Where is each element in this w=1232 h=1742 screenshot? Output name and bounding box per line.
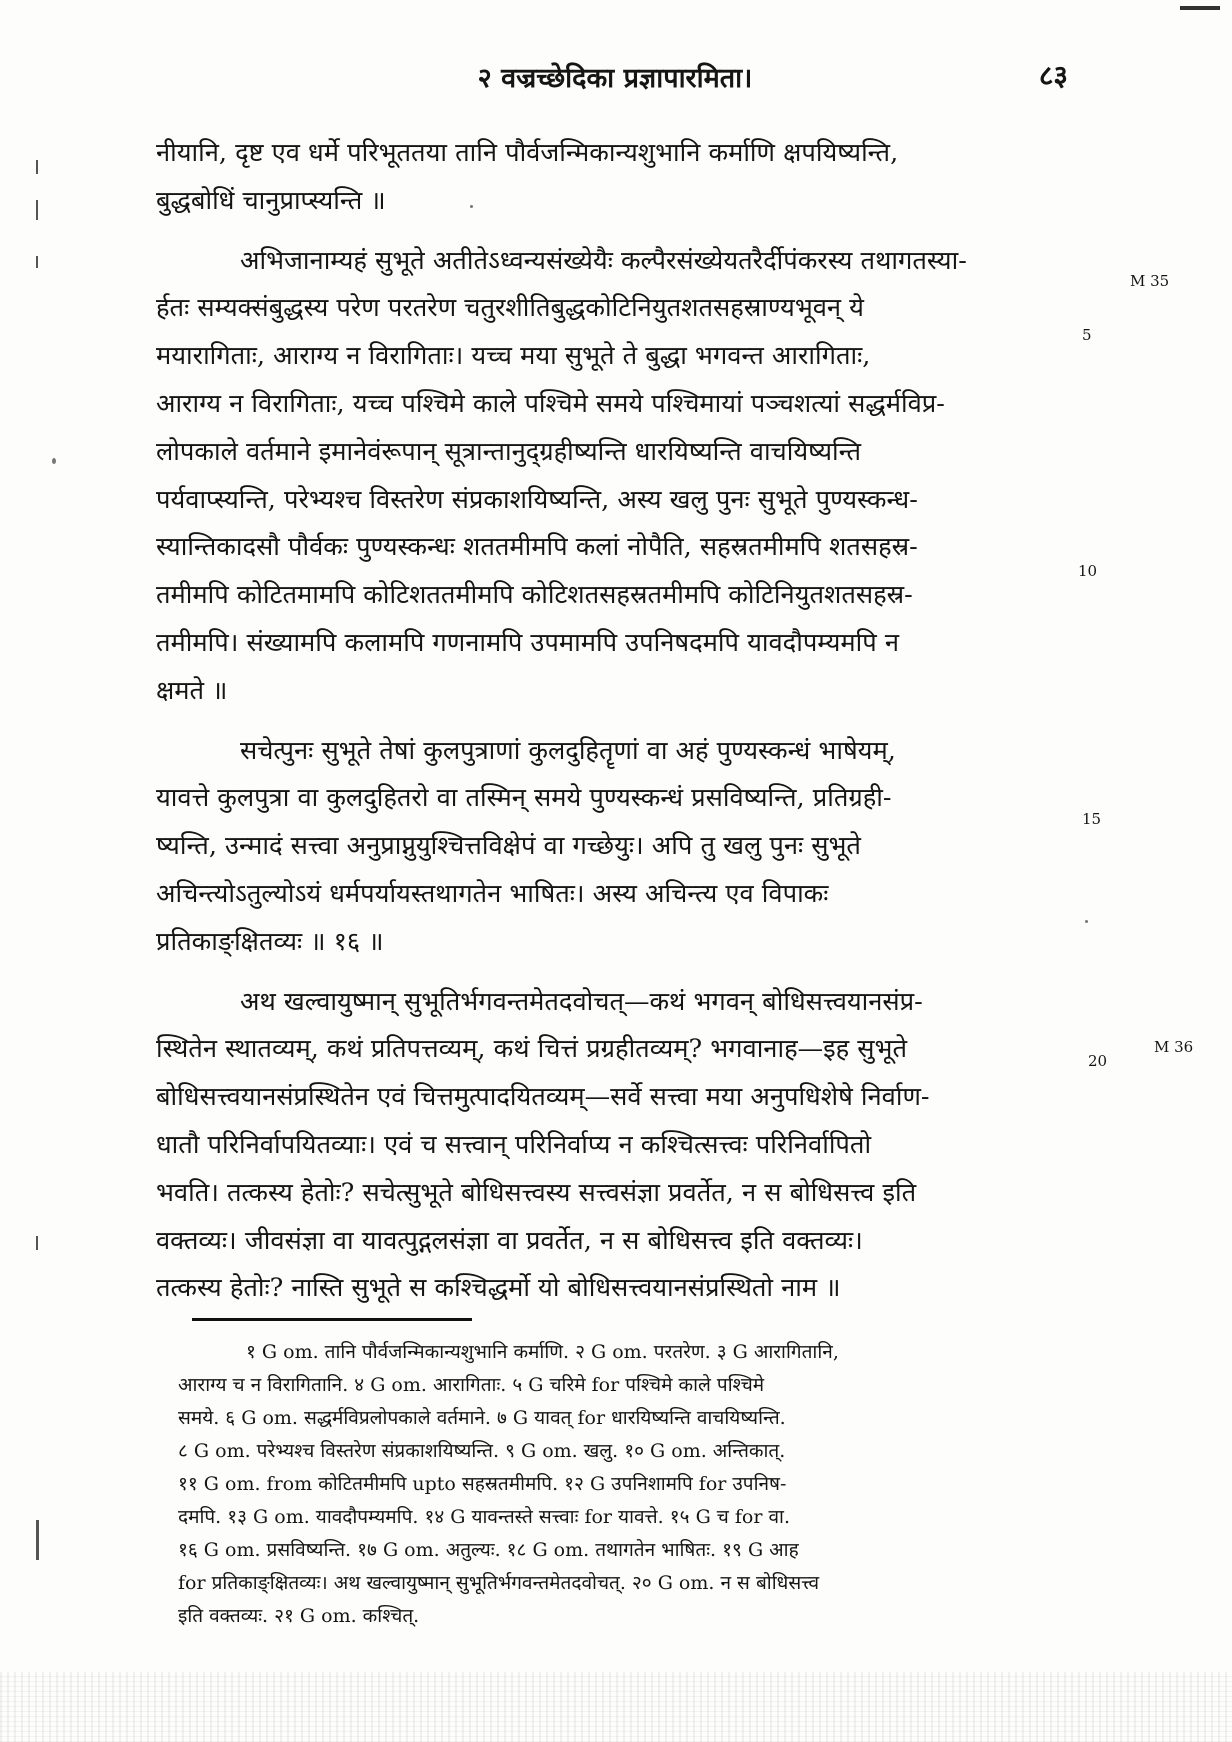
text-line: क्षमते ॥ <box>156 675 228 706</box>
scan-mark <box>36 1236 38 1250</box>
text-line: नीयानि, दृष्ट एव धर्मे परिभूततया तानि पौर्वजन्मिकान्यशुभानि कर्माणि क्षपयिष्यन्ति, <box>156 138 899 168</box>
text-line: र्हतः सम्यक्संबुद्धस्य परेण परतरेण चतुरशीतिबुद्धकोटिनियुतशतसहस्राण्यभूवन् ये <box>156 293 864 324</box>
page-header <box>150 52 1080 102</box>
margin-note: M 35 <box>1130 272 1170 290</box>
page-number: ८३ <box>1038 59 1068 92</box>
footnote-line: १ G om. तानि पौर्वजन्मिकान्यशुभानि कर्माणि. २ G om. परतरेण. ३ G आरागितानि, <box>246 1341 839 1363</box>
text-line: वक्तव्यः। जीवसंज्ञा वा यावत्पुद्गलसंज्ञा वा प्रवर्तेत, न स बोधिसत्त्व इति वक्तव्यः। <box>156 1225 863 1256</box>
text-line: अथ खल्वायुष्मान् सुभूतिर्भगवन्तमेतदवोचत्—कथं भगवन् बोधिसत्त्वयानसंप्र- <box>240 986 923 1017</box>
text-line: अचिन्त्योऽतुल्योऽयं धर्मपर्यायस्तथागतेन भाषितः। अस्य अचिन्त्य एव विपाकः <box>156 878 829 909</box>
text-line: आराग्य न विरागिताः, यच्च पश्चिमे काले पश्चिमे समये पश्चिमायां पञ्चशत्यां सद्धर्मविप्र- <box>156 388 945 419</box>
scan-mark <box>36 160 38 174</box>
footnote-line: समये. ६ G om. सद्धर्मविप्रलोपकाले वर्तमाने. ७ G यावत् for धारयिष्यन्ति वाचयिष्यन्ति. <box>178 1407 786 1429</box>
text-line: अभिजानाम्यहं सुभूते अतीतेऽध्वन्यसंख्येयैः कल्पैरसंख्येयतरैर्दीपंकरस्य तथागतस्या- <box>240 245 967 276</box>
scan-speck <box>52 458 56 464</box>
footnote-line: १६ G om. प्रसविष्यन्ति. १७ G om. अतुल्यः. १८ G om. तथागतेन भाषितः. १९ G आह <box>178 1539 799 1561</box>
text-line: स्थितेन स्थातव्यम्, कथं प्रतिपत्तव्यम्, कथं चित्तं प्रग्रहीतव्यम्? भगवानाह—इह सुभूते <box>156 1034 907 1065</box>
line-number: 20 <box>1088 1052 1108 1070</box>
text-line: लोपकाले वर्तमाने इमानेवंरूपान् सूत्रान्तानुद्ग्रहीष्यन्ति धारयिष्यन्ति वाचयिष्यन्ति <box>156 436 861 467</box>
footnote-line: ११ G om. from कोटितमीमपि upto सहस्रतमीमपि. १२ G उपनिशामपि for उपनिष- <box>178 1473 787 1495</box>
footnotes <box>178 1336 1098 1633</box>
text-line: सचेत्पुनः सुभूते तेषां कुलपुत्राणां कुलदुहितॄणां वा अहं पुण्यस्कन्धं भाषेयम्, <box>240 735 896 766</box>
line-number: 10 <box>1078 562 1098 580</box>
text-line: भवति। तत्कस्य हेतोः? सचेत्सुभूते बोधिसत्त्वस्य सत्त्वसंज्ञा प्रवर्तेत, न स बोधिसत्त्व इति <box>156 1177 917 1208</box>
text-line: बुद्धबोधिं चानुप्राप्स्यन्ति ॥ <box>156 185 386 216</box>
text-line: तत्कस्य हेतोः? नास्ति सुभूते स कश्चिद्धर्मो यो बोधिसत्त्वयानसंप्रस्थितो नाम ॥ <box>156 1273 841 1304</box>
text-line: तमीमपि। संख्यामपि कलामपि गणनामपि उपमामपि उपनिषदमपि यावदौपम्यमपि न <box>156 627 899 658</box>
text-line: मयारागिताः, आराग्य न विरागिताः। यच्च मया सुभूते ते बुद्धा भगवन्त आरागिताः, <box>156 341 871 372</box>
text-line: बोधिसत्त्वयानसंप्रस्थितेन एवं चित्तमुत्पादयितव्यम्—सर्वे सत्त्वा मया अनुपधिशेषे निर्वाण- <box>156 1082 930 1113</box>
text-line: तमीमपि कोटितमामपि कोटिशततमीमपि कोटिशतसहस्रतमीमपि कोटिनियुतशतसहस्र- <box>156 580 913 611</box>
text-line: धातौ परिनिर्वापयितव्याः। एवं च सत्त्वान् परिनिर्वाप्य न कश्चित्सत्त्वः परिनिर्वापितो <box>156 1129 872 1160</box>
footnote-line: for प्रतिकाङ्क्षितव्यः। अथ खल्वायुष्मान् सुभूतिर्भगवन्तमेतदवोचत्. २० G om. न स बोधिसत्त्व <box>178 1572 820 1594</box>
footnote-line: आराग्य च न विरागितानि. ४ G om. आरागिताः. ५ G चरिमे for पश्चिमे काले पश्चिमे <box>178 1374 765 1396</box>
scan-speck <box>1180 6 1220 10</box>
scan-speck <box>470 205 473 208</box>
text-line: स्यान्तिकादसौ पौर्वकः पुण्यस्कन्धः शततमीमपि कलां नोपैति, सहस्रतमीमपि शतसहस्र- <box>156 532 918 563</box>
footnote-line: इति वक्तव्यः. २१ G om. कश्चित्. <box>178 1605 420 1627</box>
scan-noise <box>0 1672 1232 1742</box>
text-line: प्रतिकाङ्क्षितव्यः ॥ १६ ॥ <box>156 926 384 957</box>
footnote-line: ८ G om. परेभ्यश्च विस्तरेण संप्रकाशयिष्यन्ति. ९ G om. खलु. १० G om. अन्तिकात्. <box>178 1440 786 1462</box>
text-line: ष्यन्ति, उन्मादं सत्त्वा अनुप्राप्नुयुश्चित्तविक्षेपं वा गच्छेयुः। अपि तु खलु पुनः सुभूते <box>156 831 861 862</box>
margin-note: M 36 <box>1154 1038 1194 1056</box>
line-number: 15 <box>1082 810 1102 828</box>
main-text <box>156 130 1081 1313</box>
text-line: पर्यवाप्स्यन्ति, परेभ्यश्च विस्तरेण संप्रकाशयिष्यन्ति, अस्य खलु पुनः सुभूते पुण्यस्कन्ध- <box>156 484 918 515</box>
scan-mark <box>36 200 38 220</box>
scan-mark <box>36 256 38 268</box>
scan-mark <box>36 1520 39 1560</box>
text-line: यावत्ते कुलपुत्रा वा कुलदुहितरो वा तस्मिन् समये पुण्यस्कन्धं प्रसविष्यन्ति, प्रतिग्रही- <box>156 783 892 814</box>
page-title: २ वज्रच्छेदिका प्रज्ञापारमिता। <box>477 63 753 94</box>
footnote-rule <box>192 1318 472 1321</box>
scan-speck <box>1085 920 1088 923</box>
line-number: 5 <box>1082 326 1092 344</box>
footnote-line: दमपि. १३ G om. यावदौपम्यमपि. १४ G यावन्तस्ते सत्त्वाः for यावत्ते. १५ G च for वा. <box>178 1506 791 1528</box>
